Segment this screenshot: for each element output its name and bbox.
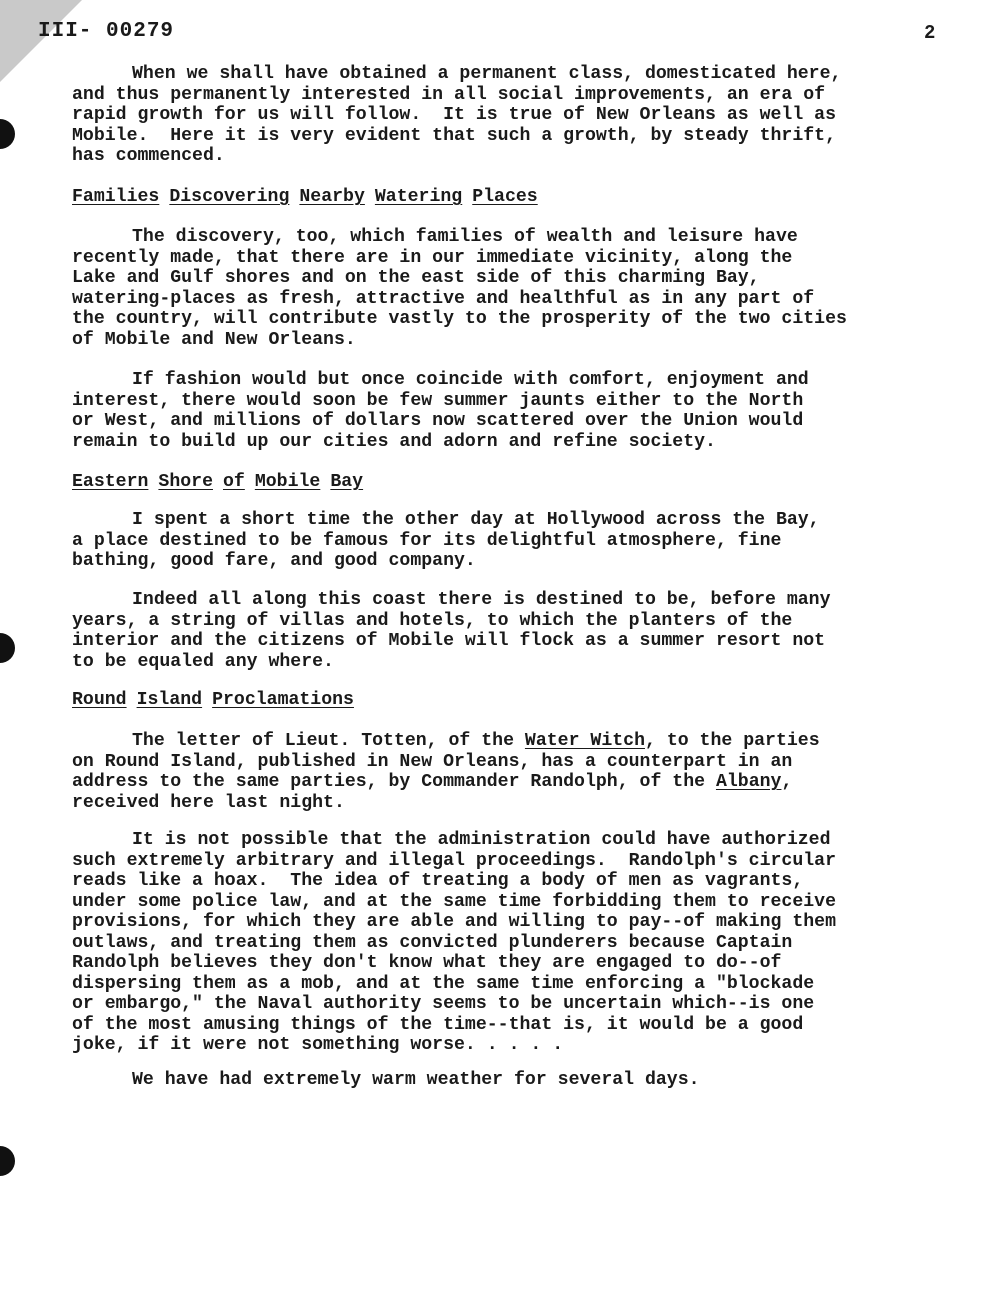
text-line: I spent a short time the other day at Hollywood across the Bay,: [132, 510, 820, 530]
text-line: on Round Island, published in New Orleans, has a counterpart in an: [72, 751, 793, 772]
text-line: rapid growth for us will follow. It is true of New Orleans as well as: [72, 105, 836, 125]
text-fragment: , to the parties: [644, 731, 820, 751]
round-island-paragraph-2: [72, 830, 942, 1056]
heading-word: Round: [72, 690, 127, 710]
round-island-paragraph-3: [72, 1070, 942, 1091]
heading-word: Nearby: [299, 187, 365, 207]
heading-word: Island: [136, 690, 203, 710]
heading-word: Discovering: [169, 187, 290, 207]
page-number: 2: [924, 22, 936, 44]
heading-word: Mobile: [254, 472, 321, 492]
section-heading-round-island: [72, 690, 364, 710]
punch-hole-icon: [0, 1146, 15, 1176]
text-line: It is not possible that the administration could have authorized: [132, 830, 831, 850]
text-line: Lake and Gulf shores and on the east side of this charming Bay,: [72, 268, 760, 288]
document-id-stamp: III- 00279: [38, 20, 175, 43]
families-paragraph-2: [72, 370, 942, 452]
text-line: The discovery, too, which families of wealth and leisure have: [132, 227, 798, 247]
text-line: or West, and millions of dollars now scattered over the Union would: [72, 411, 804, 431]
text-line: outlaws, and treating them as convicted plunderers because Captain: [72, 932, 793, 953]
text-line: When we shall have obtained a permanent class, domesticated here,: [132, 64, 842, 84]
text-line: received here last night.: [72, 792, 345, 813]
heading-word: Shore: [158, 472, 213, 492]
text-line: If fashion would but once coincide with comfort, enjoyment and: [132, 370, 809, 390]
section-heading-families: [72, 187, 548, 207]
text-line: and thus permanently interested in all social improvements, an era of: [72, 84, 826, 105]
text-line: of the most amusing things of the time--that is, it would be a good: [72, 1014, 804, 1035]
text-line: joke, if it were not something worse. . . . .: [72, 1035, 564, 1055]
heading-word: Places: [472, 187, 538, 207]
eastern-paragraph-2: [72, 590, 942, 672]
text-line: of Mobile and New Orleans.: [72, 329, 356, 350]
heading-word: Eastern: [72, 472, 149, 492]
intro-paragraph: [72, 64, 942, 167]
text-line: a place destined to be famous for its delightful atmosphere, fine: [72, 530, 782, 551]
heading-word: Bay: [330, 472, 364, 492]
text-fragment: ,: [781, 772, 793, 792]
text-line: interest, there would soon be few summer jaunts either to the North: [72, 390, 804, 411]
text-line: or embargo," the Naval authority seems to be uncertain which--is one: [72, 994, 815, 1014]
text-line: such extremely arbitrary and illegal proceedings. Randolph's circular: [72, 850, 836, 871]
text-line: [72, 731, 942, 752]
text-line: under some police law, and at the same time forbidding them to receive: [72, 891, 836, 912]
heading-word: of: [222, 472, 245, 492]
text-fragment: The letter of Lieut. Totten, of the: [132, 731, 525, 751]
heading-word: Families: [72, 187, 160, 207]
text-line: Indeed all along this coast there is destined to be, before many: [132, 590, 831, 610]
text-line: [72, 772, 942, 793]
ship-name-water-witch: Water Witch: [524, 731, 645, 751]
text-line: interior and the citizens of Mobile will flock as a summer resort not: [72, 631, 826, 651]
text-line: Mobile. Here it is very evident that such a growth, by steady thrift,: [72, 125, 836, 146]
punch-hole-icon: [0, 119, 15, 149]
text-line: provisions, for which they are able and willing to pay--of making them: [72, 912, 836, 932]
text-fragment: address to the same parties, by Commander Randolph, of the: [72, 772, 716, 792]
round-island-paragraph-1: [72, 731, 942, 813]
text-line: dispersing them as a mob, and at the same time enforcing a "blockade: [72, 973, 815, 994]
text-line: We have had extremely warm weather for several days.: [132, 1070, 700, 1090]
text-line: years, a string of villas and hotels, to which the planters of the: [72, 610, 793, 631]
text-line: remain to build up our cities and adorn and refine society.: [72, 431, 716, 452]
eastern-paragraph-1: [72, 510, 942, 572]
text-line: watering-places as fresh, attractive and healthful as in any part of: [72, 288, 815, 309]
text-line: reads like a hoax. The idea of treating a body of men as vagrants,: [72, 871, 804, 891]
ship-name-albany: Albany: [715, 772, 782, 792]
section-heading-eastern-shore: [72, 472, 373, 492]
heading-word: Watering: [374, 187, 463, 207]
text-line: the country, will contribute vastly to the prosperity of the two cities: [72, 309, 847, 329]
heading-word: Proclamations: [212, 690, 354, 710]
text-line: to be equaled any where.: [72, 651, 334, 672]
text-line: Randolph believes they don't know what they are engaged to do--of: [72, 953, 782, 973]
text-line: bathing, good fare, and good company.: [72, 551, 476, 571]
punch-hole-icon: [0, 633, 15, 663]
text-line: recently made, that there are in our immediate vicinity, along the: [72, 247, 793, 268]
families-paragraph-1: [72, 227, 942, 350]
text-line: has commenced.: [72, 146, 225, 166]
